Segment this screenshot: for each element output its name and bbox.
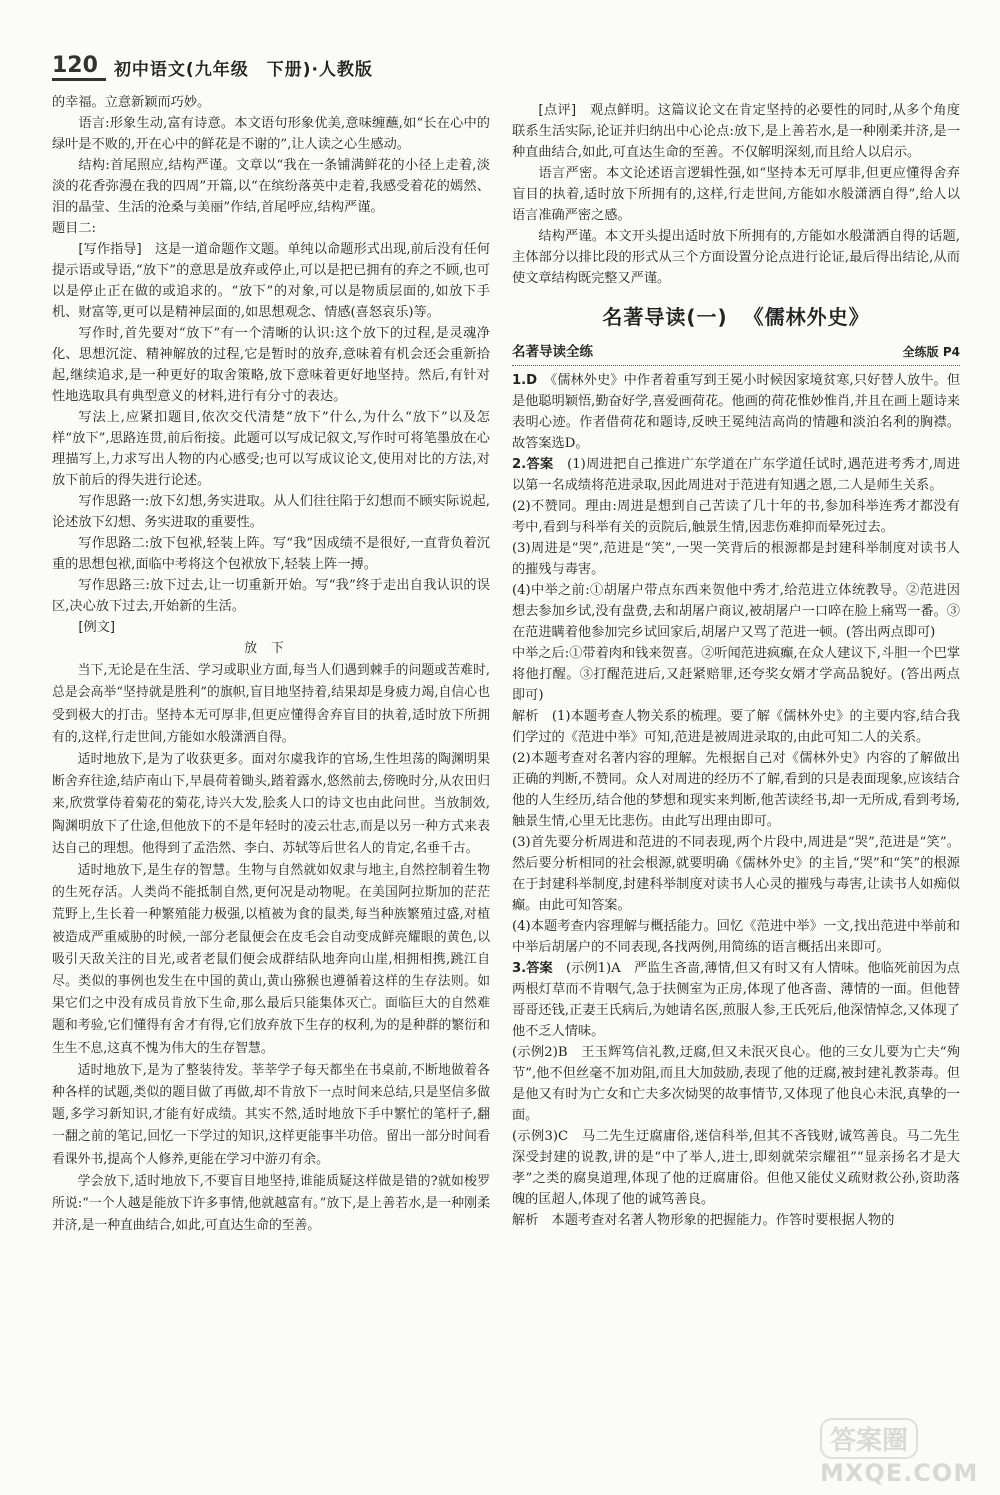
paragraph: 写作思路二:放下包袱,轻装上阵。写“我”因成绩不是很好,一直背负着沉重的思想包袱,面临中考将这个包袱放下,轻装上阵一搏。	[52, 536, 490, 572]
paragraph-text: 观点鲜明。这篇议论文在肯定坚持的必要性的同时,从多个角度联系生活实际,论证并归纳出中心论点:放下,是上善若水,是一种刚柔并济,是一种直曲结合,如此,可直达生命的至善。不仅解明深刻,而且给人以启示。	[512, 103, 960, 160]
paragraph: 的幸福。立意新颖而巧妙。	[52, 95, 211, 110]
answer-text: (3)首先要分析周进和范进的不同表现,两个片段中,周进是“哭”,范进是“笑”。然后要分析相同的社会根源,就要明确《儒林外史》的主旨,“哭”和“笑”的根源在于封建科举制度,封建科举制度对读书人心灵的摧残与毒害,让读书人如痴似癫。由此可知答案。	[512, 835, 960, 913]
answer-3	[512, 958, 960, 1042]
essay-paragraph: 适时地放下,是生存的智慧。生物与自然就如奴隶与地主,自然控制着生物的生死存活。人类尚不能抵制自然,更何况是动物呢。在美国阿拉斯加的茫茫荒野上,生长着一种繁殖能力极强,以植被为食的鼠类,每当种族繁殖过盛,对植被造成严重威胁的时候,一部分老鼠便会在皮毛会自动变成鲜亮耀眼的黄色,以吸引天敌关注的目光,或者老鼠们便会成群结队地奔向山崖,相拥相携,跳江自尽。类似的事例也发生在中国的黄山,黄山猕猴也遵循着这样的生存法则。如果它们之中没有成员肯放下生命,那么最后只能集体灭亡。面临巨大的自然难题和考验,它们懂得有舍才有得,它们放弃放下生存的权利,为的是种群的繁衍和生生不息,这真不愧为伟大的生存智慧。	[52, 863, 490, 1056]
paragraph	[512, 100, 960, 163]
answer-text: (示例3)C 马二先生迂腐庸俗,迷信科举,但其不吝钱财,诚笃善良。马二先生深受封建的说教,讲的是“中了举人,进士,即刻就荣宗耀祖”“显亲扬名才是大孝”之类的腐臭道理,体现了他的迂腐庸俗。但他又能仗义疏财救公孙,资助落魄的匡超人,体现了他的诚笃善良。	[512, 1129, 960, 1207]
answer-text: 《儒林外史》中作者着重写到王冕小时候因家境贫寒,只好替人放牛。但是他聪明颖悟,勤奋好学,喜爱画荷花。他画的荷花惟妙惟肖,并且在画上题诗来表明心迹。作者借荷花和题诗,反映王冕纯洁高尚的情趣和淡泊名利的胸襟。故答案选D。	[512, 373, 961, 451]
example-essay	[52, 638, 490, 1237]
answer-text: (2)本题考查对名著内容的理解。先根据自己对《儒林外史》内容的了解做出正确的判断,不赞同。众人对周进的经历不了解,看到的只是表面现象,应该结合他的人生经历,结合他的梦想和现实来判断,他苦读经书,却一无所成,看到考场,触景生情,心里无比悲伤。由此写出理由即可。	[512, 751, 960, 829]
answer-text: 中举之后:①带着肉和钱来贺喜。②听闻范进疯癫,在众人建议下,斗胆一个巴掌将他打醒。③打醒范进后,又赶紧赔罪,还夸奖女婿才学高品貌好。(答出两点即可)	[512, 646, 961, 703]
answer-text: (4)中举之前:①胡屠户带点东西来贺他中秀才,给范进立体统教导。②范进因想去参加乡试,没有盘费,去和胡屠户商议,被胡屠户一口啐在脸上痛骂一番。③在范进瞒着他参加完乡试回家后,胡屠户又骂了范进一顿。(答出两点即可)	[512, 583, 960, 640]
banner-right: 《儒林外史》	[743, 305, 870, 329]
watermark-logo	[820, 1418, 979, 1488]
essay-paragraph: 适时地放下,是为了收获更多。面对尔虞我诈的官场,生性坦荡的陶渊明果断舍弃往途,结庐南山下,早晨荷着锄头,踏着露水,悠然前去,傍晚时分,从农田归来,欣赏掌侍着菊花的菊花,诗兴大发,脍炙人口的诗文也由此问世。当放制效,陶渊明放下了仕途,但他放下的不是年轻时的凌云壮志,而是以另一种方式来表达自己的理想。他得到了孟浩然、李白、苏轼等后世名人的肯定,名垂千古。	[52, 752, 490, 856]
paragraph: 结构严谨。本文开头提出适时放下所拥有的,方能如水般潇洒自得的话题,主体部分以排比段的形式从三个方面设置分论点进行论证,最后得出结论,从而使文章结构既完整又严谨。	[512, 229, 960, 286]
answer-text: (4)本题考查内容理解与概括能力。回忆《范进中举》一文,找出范进中举前和中举后胡屠户的不同表现,各找两例,用简练的语言概括出来即可。	[512, 919, 960, 955]
watermark-top: 答案圈	[820, 1418, 918, 1459]
left-column	[52, 92, 490, 1237]
paragraph: 写作时,首先要对“放下”有一个清晰的认识:这个放下的过程,是灵魂净化、思想沉淀、精神解放的过程,它是暂时的放弃,意味着有机会还会重新拾起,继续追求,是一种更好的取舍策略,放下意味着更好地坚持。然后,有针对性地选取具有典型意义的材料,进行有分寸的表达。	[52, 326, 490, 404]
paragraph: 写作思路一:放下幻想,务实进取。从人们往往陷于幻想而不顾实际说起,论述放下幻想、务实进取的重要性。	[52, 494, 490, 530]
watermark-bottom: MXQE.COM	[820, 1459, 979, 1487]
answer-text: (示例1)A 严监生吝啬,薄情,但又有时又有人情味。他临死前因为点两根灯草而不肯咽气,急于扶侧室为正房,体现了他吝啬、薄情的一面。但他替哥哥还钱,正妻王氏病后,为她请名医,煎服人参,王氏死后,他深情悼念,又体现了他不乏人情味。	[512, 961, 960, 1039]
answer-text: (3)周进是“哭”,范进是“笑”,一哭一笑背后的根源都是封建科举制度对读书人的摧残与毒害。	[512, 541, 960, 577]
answer-text: 解析 本题考查对名著人物形象的把握能力。作答时要根据人物的	[512, 1213, 895, 1228]
subheading	[512, 342, 960, 366]
paragraph: 语言:形象生动,富有诗意。本文语句形象优美,意味缠蘸,如“长在心中的绿叶是不败的,开在心中的鲜花是不谢的”,让人读之心生感动。	[52, 116, 490, 152]
answer-number: 2.答案	[512, 457, 554, 472]
answer-text: (1)周进把自己推进广东学道在广东学道任试时,遇范进考秀才,周进以第一名成绩将范进录取,因此周进对于范进有知遇之恩,二人是师生关系。	[512, 457, 961, 493]
section-label: 题目二:	[52, 221, 97, 236]
answer-number: 3.答案	[512, 961, 553, 976]
version-label: 全练版 P4	[902, 345, 960, 359]
tag-label: [点评]	[538, 103, 577, 118]
right-column	[512, 100, 960, 1231]
paragraph: 结构:首尾照应,结构严谨。文章以“我在一条铺满鲜花的小径上走着,淡淡的花香弥漫在我的四周”开篇,以“在缤纷落英中走着,我感受着花的嫣然、泪的晶莹、生活的沧桑与美丽”作结,首尾呼应,结构严谨。	[52, 158, 490, 215]
book-title: 初中语文(九年级 下册)·人教版	[113, 59, 373, 80]
answer-2	[512, 454, 960, 496]
answer-number: 1.D	[512, 373, 538, 388]
subheading-title: 名著导读全练	[512, 344, 593, 360]
paragraph-text: 这是一道命题作文题。单纯以命题形式出现,前后没有任何提示语或导语,“放下”的意思是放弃或停止,可以是把已拥有的弃之不顾,也可以是停止正在做的或追求的。“放下”的对象,可以是物质层面的,如放下手机、财富等,更可以是精神层面的,如思想观念、情感(喜怒哀乐)等。	[52, 242, 490, 320]
tag-label: [写作指导]	[78, 242, 142, 257]
paragraph	[52, 239, 490, 323]
essay-paragraph: 适时地放下,是为了整装待发。莘莘学子每天都坐在书桌前,不断地做着各种各样的试题,类似的题目做了再做,却不肯放下一点时间来总结,只是坚信多做题,多学习新知识,才能有好成绩。其实不然,适时地放下手中繁忙的笔杆子,翻一翻之前的笔记,回忆一下学过的知识,这样更能事半功倍。留出一部分时间看看课外书,提高个人修养,更能在学习中游刃有余。	[52, 1062, 490, 1167]
paragraph: 语言严密。本文论述语言逻辑性强,如“坚持本无可厚非,但更应懂得舍弃盲目的执着,适时放下所拥有的,这样,行走世间,方能如水般潇洒自得”,给人以语言准确严密之感。	[512, 166, 960, 223]
example-label: [例文]	[78, 620, 116, 635]
essay-paragraph: 当下,无论是在生活、学习或职业方面,每当人们遇到棘手的问题或苦难时,总是会高举“坚持就是胜利”的旗帜,盲目地坚持着,结果却是身疲力竭,自信心也受到极大的打击。坚持本无可厚非,但更应懂得舍弃盲目的执着,适时放下所拥有的,这样,行走世间,方能如水般潇洒自得。	[52, 663, 490, 745]
answer-1	[512, 370, 960, 454]
answer-text: (示例2)B 王玉辉笃信礼教,迂腐,但又未泯灭良心。他的三女儿要为亡夫“殉节”,他不但丝毫不加劝阻,而且大加鼓励,表现了他的迂腐,被封建礼教荼毒。但是他又有时为亡女和亡夫多次恸哭的故事情节,又体现了他良心未泯,真挚的一面。	[512, 1045, 960, 1123]
paragraph: 写作思路三:放下过去,让一切重新开始。写“我”终于走出自我认识的误区,决心放下过去,开始新的生活。	[52, 578, 490, 614]
section-banner	[512, 307, 960, 328]
answer-text: 解析 (1)本题考查人物关系的梳理。要了解《儒林外史》的主要内容,结合我们学过的《范进中举》可知,范进是被周进录取的,由此可知二人的关系。	[512, 709, 960, 745]
page-header	[52, 52, 952, 82]
paragraph: 写法上,应紧扣题目,依次交代清楚“放下”什么,为什么“放下”以及怎样“放下”,思路连贯,前后衔接。此题可以写成记叙文,写作时可将笔墨放在心理描写上,力求写出人物的内心感受;也可以写成议论文,使用对比的方法,对放下前后的得失进行论述。	[52, 410, 490, 488]
essay-paragraph: 学会放下,适时地放下,不要盲目地坚持,谁能质疑这样做是错的?就如梭罗所说:“一个人越是能放下许多事情,他就越富有。”放下,是上善若水,是一种刚柔并济,是一种直曲结合,如此,可直达生命的至善。	[52, 1173, 490, 1234]
essay-title: 放下	[244, 641, 298, 656]
answer-text: (2)不赞同。理由:周进是想到自己苦读了几十年的书,参加科举连秀才都没有考中,看到与科举有关的贡院后,触景生情,因悲伤难抑而晕死过去。	[512, 499, 960, 535]
page-number: 120	[52, 54, 106, 81]
banner-left: 名著导读(一)	[602, 305, 728, 329]
